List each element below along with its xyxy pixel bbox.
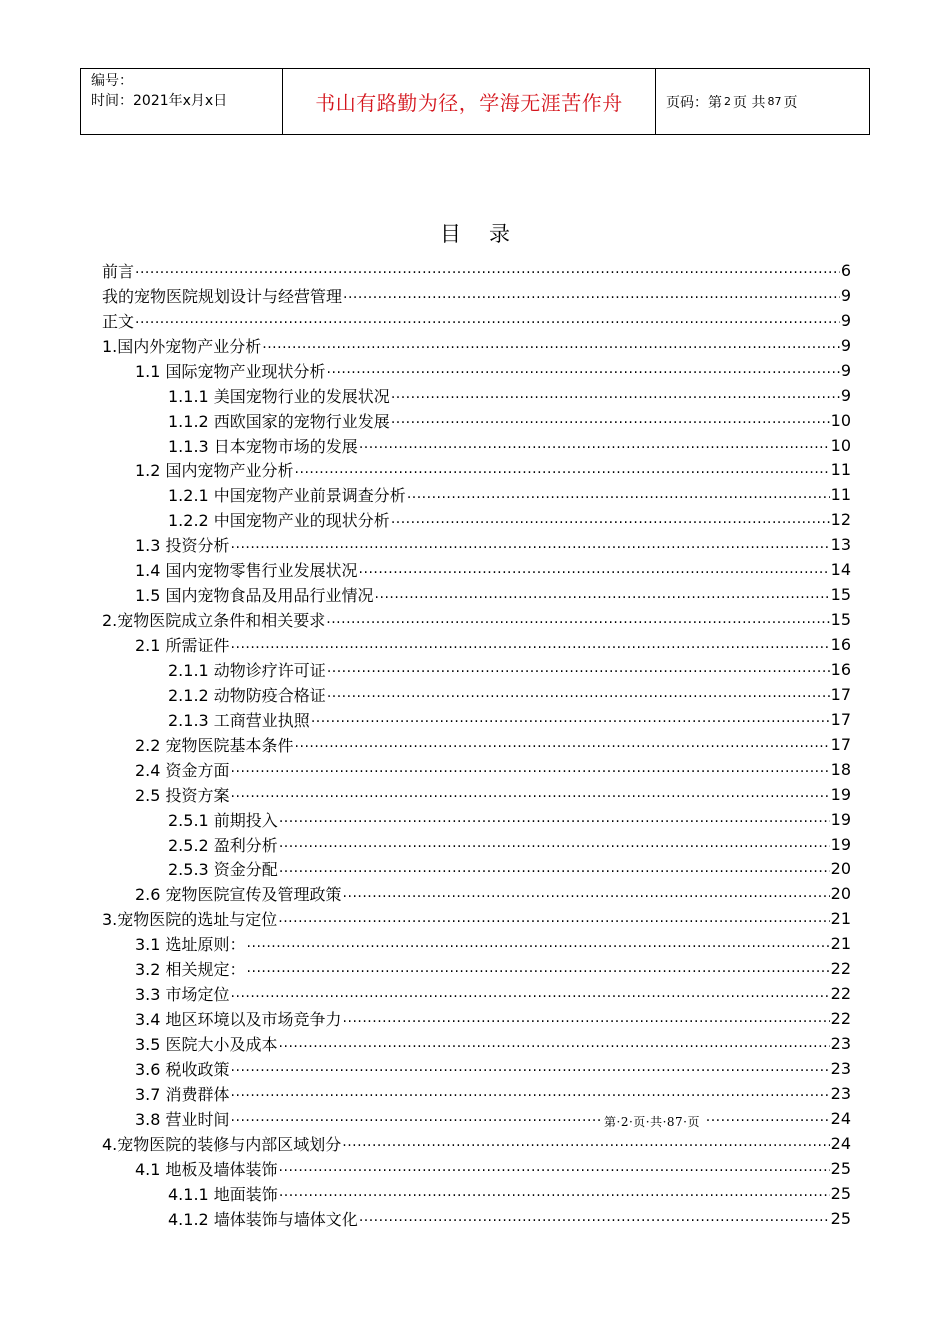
toc-entry-page: 19 <box>830 784 851 804</box>
toc-leader-dots <box>407 486 830 502</box>
toc-entry-page: 9 <box>840 310 851 330</box>
toc-leader-dots <box>135 311 840 327</box>
toc-entry-page: 6 <box>840 260 851 280</box>
toc-leader-dots <box>231 760 830 776</box>
toc-entry-page: 17 <box>830 709 851 729</box>
toc-entry-title: 3.4 地区环境以及市场竞争力 <box>135 1010 342 1030</box>
toc-entry-title: 1.3 投资分析 <box>135 536 230 556</box>
toc-entry-title: 2.5.2 盈利分析 <box>168 835 278 855</box>
toc-entry-page: 20 <box>830 859 851 879</box>
toc-entry-title: 1.2 国内宠物产业分析 <box>135 461 294 481</box>
page-prefix: 页码：第 <box>666 94 722 111</box>
toc-leader-dots <box>326 611 829 627</box>
toc-entry-title: 3.3 市场定位 <box>135 985 230 1005</box>
toc-entry-title: 2.5.1 前期投入 <box>168 810 278 830</box>
toc-entry[interactable] <box>102 682 851 707</box>
toc-entry[interactable] <box>102 707 851 732</box>
toc-entry-title: 2.5 投资方案 <box>135 785 230 805</box>
toc-entry[interactable] <box>102 981 851 1006</box>
toc-entry[interactable] <box>102 807 851 832</box>
toc-entry[interactable] <box>102 657 851 682</box>
toc-entry-title: 1.4 国内宠物零售行业发展状况 <box>135 561 358 581</box>
toc-entry-page: 9 <box>840 285 851 305</box>
toc-leader-dots <box>359 561 830 577</box>
toc-entry-page: 21 <box>830 934 851 954</box>
toc-entry[interactable] <box>102 931 851 956</box>
toc-entry[interactable] <box>102 782 851 807</box>
toc-entry[interactable] <box>102 283 851 308</box>
toc-entry[interactable] <box>102 757 851 782</box>
toc-leader-dots <box>391 386 840 402</box>
toc-leader-dots <box>279 835 830 851</box>
toc-entry[interactable] <box>102 906 851 931</box>
toc-entry[interactable] <box>102 632 851 657</box>
toc-entry-page: 15 <box>830 610 851 630</box>
toc-entry-title: 前言 <box>102 261 135 281</box>
toc-leader-dots <box>359 1209 830 1225</box>
toc-entry-page: 21 <box>830 909 851 929</box>
toc-leader-dots <box>278 910 829 926</box>
toc-entry[interactable] <box>102 1056 851 1081</box>
toc-entry-title: 2.6 宠物医院宣传及管理政策 <box>135 885 342 905</box>
toc-leader-dots <box>231 1059 830 1075</box>
number-label: 编号： <box>91 73 133 89</box>
toc-leader-dots <box>327 660 830 676</box>
toc-entry[interactable] <box>102 532 851 557</box>
toc-entry-title: 2.1 所需证件 <box>135 636 230 656</box>
page-footer: 第·2·页·共·87·页 <box>600 1113 704 1130</box>
toc-entry[interactable] <box>102 1181 851 1206</box>
toc-entry[interactable] <box>102 433 851 458</box>
toc-entry-page: 22 <box>830 1009 851 1029</box>
toc-leader-dots <box>135 261 840 277</box>
toc-leader-dots <box>231 1084 830 1100</box>
toc-entry-page: 12 <box>830 510 851 530</box>
toc-entry-title: 4.宠物医院的装修与内部区域划分 <box>102 1134 342 1154</box>
toc-leader-dots <box>231 1109 830 1125</box>
toc-entry[interactable] <box>102 258 851 283</box>
time-label: 时间：2021年x月x日 <box>91 93 228 109</box>
toc-entry[interactable] <box>102 1006 851 1031</box>
toc-entry[interactable] <box>102 881 851 906</box>
toc-leader-dots <box>295 461 830 477</box>
toc-entry-title: 1.2.1 中国宠物产业前景调查分析 <box>168 486 406 506</box>
toc-entry-title: 正文 <box>102 311 135 331</box>
toc-entry-page: 15 <box>830 585 851 605</box>
toc-leader-dots <box>311 710 830 726</box>
toc-entry-page: 25 <box>830 1208 851 1228</box>
toc-entry-page: 25 <box>830 1183 851 1203</box>
toc-entry-title: 2.1.3 工商营业执照 <box>168 710 310 730</box>
toc-entry-page: 10 <box>830 410 851 430</box>
toc-entry[interactable] <box>102 507 851 532</box>
toc-leader-dots <box>359 436 830 452</box>
header-page-cell <box>656 69 869 134</box>
page-suffix: 页 <box>783 94 798 111</box>
toc-entry-title: 1.1 国际宠物产业现状分析 <box>135 361 326 381</box>
toc-entry[interactable] <box>102 557 851 582</box>
toc-leader-dots <box>279 1159 830 1175</box>
toc-entry[interactable] <box>102 607 851 632</box>
toc-entry[interactable] <box>102 832 851 857</box>
document-header <box>80 68 870 135</box>
toc-entry-title: 1.国内外宠物产业分析 <box>102 336 262 356</box>
toc-leader-dots <box>391 411 830 427</box>
toc-entry-page: 14 <box>830 560 851 580</box>
toc-entry-title: 2.5.3 资金分配 <box>168 860 278 880</box>
toc-entry-title: 3.7 消费群体 <box>135 1084 230 1104</box>
toc-entry[interactable] <box>102 308 851 333</box>
toc-leader-dots <box>375 586 830 602</box>
toc-entry[interactable] <box>102 1106 851 1131</box>
toc-entry-page: 18 <box>830 759 851 779</box>
toc-entry[interactable] <box>102 482 851 507</box>
toc-entry-page: 20 <box>830 884 851 904</box>
toc-leader-dots <box>279 810 830 826</box>
toc-entry[interactable] <box>102 458 851 483</box>
toc-entry-title: 4.1.1 地面装饰 <box>168 1184 278 1204</box>
toc-entry-title: 1.1.1 美国宠物行业的发展状况 <box>168 386 390 406</box>
toc-entry-title: 2.1.1 动物诊疗许可证 <box>168 660 326 680</box>
toc-entry-title: 1.5 国内宠物食品及用品行业情况 <box>135 586 374 606</box>
toc-entry-page: 22 <box>830 984 851 1004</box>
toc-leader-dots <box>327 361 840 377</box>
toc-leader-dots <box>279 1184 830 1200</box>
toc-entry[interactable] <box>102 732 851 757</box>
toc-entry[interactable] <box>102 1206 851 1231</box>
toc-entry-page: 16 <box>830 659 851 679</box>
header-info-cell <box>81 69 283 134</box>
toc-entry-page: 11 <box>830 485 851 505</box>
toc-leader-dots <box>231 536 830 552</box>
toc-entry[interactable] <box>102 1131 851 1156</box>
toc-title: 目录 <box>440 222 538 246</box>
toc-entry-title: 4.1.2 墙体装饰与墙体文化 <box>168 1209 358 1229</box>
header-motto: 书山有路勤为径，学海无涯苦作舟 <box>283 69 656 134</box>
toc-leader-dots <box>279 860 830 876</box>
toc-entry-page: 24 <box>830 1133 851 1153</box>
toc-entry-page: 19 <box>830 834 851 854</box>
toc-leader-dots <box>247 935 830 951</box>
toc-entry-page: 9 <box>840 360 851 380</box>
toc-entry-title: 1.2.2 中国宠物产业的现状分析 <box>168 511 390 531</box>
toc-leader-dots <box>343 885 830 901</box>
toc-entry[interactable] <box>102 1031 851 1056</box>
toc-leader-dots <box>231 985 830 1001</box>
toc-entry-page: 25 <box>830 1158 851 1178</box>
toc-entry[interactable] <box>102 1156 851 1181</box>
toc-entry[interactable] <box>102 1081 851 1106</box>
toc-entry-title: 3.2 相关规定： <box>135 960 246 980</box>
toc-leader-dots <box>231 785 830 801</box>
page-total: 87 <box>767 95 782 108</box>
toc-entry-page: 23 <box>830 1083 851 1103</box>
toc-entry-page: 17 <box>830 734 851 754</box>
toc-leader-dots <box>391 511 830 527</box>
toc-entry-page: 10 <box>830 435 851 455</box>
toc-entry[interactable] <box>102 408 851 433</box>
toc-entry-title: 2.1.2 动物防疫合格证 <box>168 685 326 705</box>
toc-leader-dots <box>262 336 840 352</box>
toc-leader-dots <box>247 960 830 976</box>
toc-leader-dots <box>343 286 840 302</box>
toc-entry-title: 1.1.3 日本宠物市场的发展 <box>168 436 358 456</box>
toc-entry-title: 3.5 医院大小及成本 <box>135 1035 278 1055</box>
toc-entry-title: 3.6 税收政策 <box>135 1059 230 1079</box>
toc-entry[interactable] <box>102 582 851 607</box>
toc-entry-title: 1.1.2 西欧国家的宠物行业发展 <box>168 411 390 431</box>
toc-entry-page: 9 <box>840 335 851 355</box>
toc-leader-dots <box>327 685 830 701</box>
toc-leader-dots <box>279 1035 830 1051</box>
toc-entry-page: 11 <box>830 460 851 480</box>
table-of-contents <box>102 258 851 1231</box>
toc-entry-title: 我的宠物医院规划设计与经营管理 <box>102 286 343 306</box>
toc-entry-title: 2.宠物医院成立条件和相关要求 <box>102 611 326 631</box>
toc-entry-title: 3.8 营业时间 <box>135 1109 230 1129</box>
toc-entry[interactable] <box>102 333 851 358</box>
toc-entry-page: 17 <box>830 684 851 704</box>
page-current: 2 <box>724 95 731 108</box>
toc-entry-page: 23 <box>830 1058 851 1078</box>
toc-entry-page: 22 <box>830 959 851 979</box>
toc-entry-page: 9 <box>840 385 851 405</box>
toc-leader-dots <box>342 1134 829 1150</box>
toc-entry[interactable] <box>102 956 851 981</box>
toc-leader-dots <box>231 636 830 652</box>
page-middle: 页 共 <box>733 94 766 111</box>
toc-entry-page: 19 <box>830 809 851 829</box>
toc-entry[interactable] <box>102 383 851 408</box>
toc-entry[interactable] <box>102 358 851 383</box>
toc-leader-dots <box>343 1010 830 1026</box>
toc-entry-title: 3.1 选址原则： <box>135 935 246 955</box>
toc-leader-dots <box>295 735 830 751</box>
toc-entry-page: 23 <box>830 1034 851 1054</box>
toc-entry-title: 2.4 资金方面 <box>135 760 230 780</box>
toc-entry-page: 13 <box>830 535 851 555</box>
toc-entry-title: 2.2 宠物医院基本条件 <box>135 735 294 755</box>
toc-entry-page: 16 <box>830 635 851 655</box>
toc-entry-title: 3.宠物医院的选址与定位 <box>102 910 278 930</box>
toc-entry-page: 24 <box>830 1108 851 1128</box>
toc-entry-title: 4.1 地板及墙体装饰 <box>135 1159 278 1179</box>
toc-entry[interactable] <box>102 857 851 882</box>
